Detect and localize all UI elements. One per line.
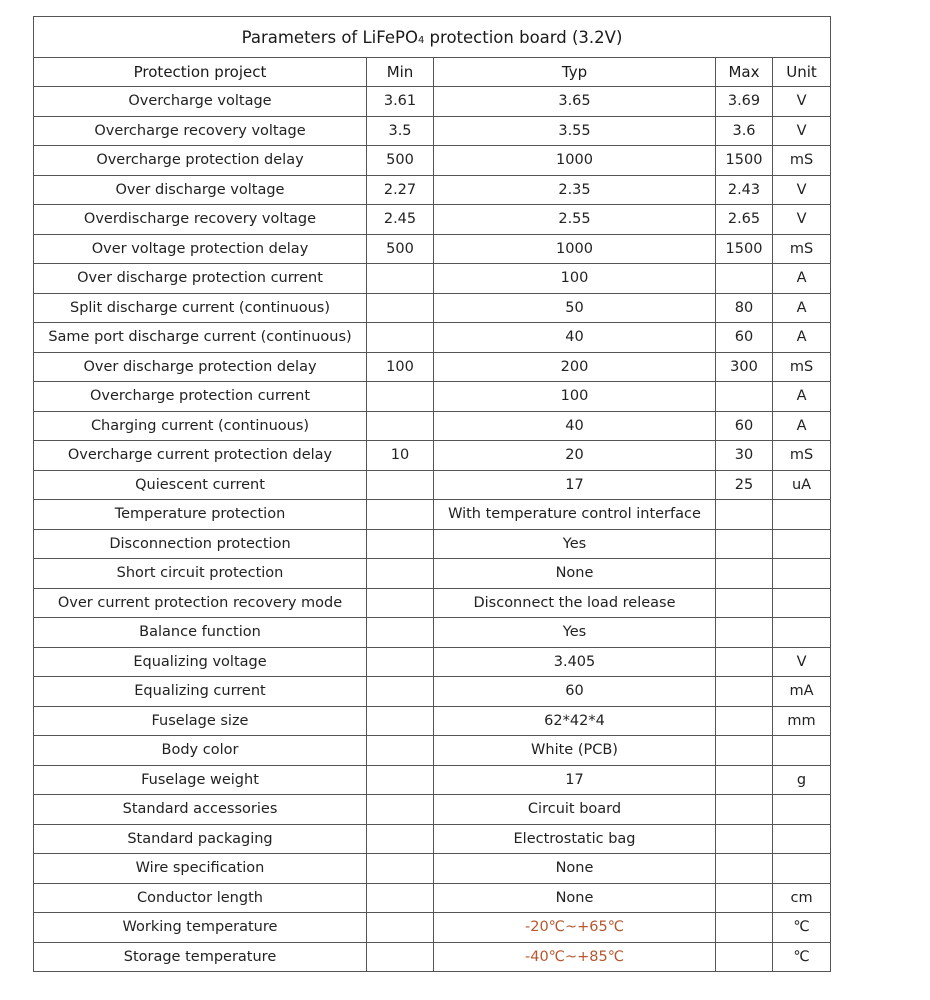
table-row xyxy=(34,352,831,382)
max-value-cell: 60 xyxy=(716,411,773,441)
unit-cell xyxy=(773,854,831,884)
table-row xyxy=(34,500,831,530)
typ-value-cell: 2.55 xyxy=(434,205,716,235)
table-row xyxy=(34,559,831,589)
min-value-cell xyxy=(367,382,434,412)
unit-cell: A xyxy=(773,382,831,412)
parameter-name-cell: Over voltage protection delay xyxy=(34,234,367,264)
column-header-typ: Typ xyxy=(434,58,716,87)
min-value-cell: 3.5 xyxy=(367,116,434,146)
parameter-name-cell: Overcharge current protection delay xyxy=(34,441,367,471)
max-value-cell xyxy=(716,942,773,972)
unit-cell xyxy=(773,736,831,766)
max-value-cell xyxy=(716,854,773,884)
max-value-cell: 25 xyxy=(716,470,773,500)
table-title-suffix: protection board (3.2V) xyxy=(424,27,623,47)
unit-cell: mS xyxy=(773,234,831,264)
min-value-cell xyxy=(367,795,434,825)
parameter-name-cell: Equalizing voltage xyxy=(34,647,367,677)
unit-cell: V xyxy=(773,647,831,677)
max-value-cell xyxy=(716,736,773,766)
table-row xyxy=(34,942,831,972)
typ-value-cell: -40℃~+85℃ xyxy=(434,942,716,972)
title-row xyxy=(34,17,831,58)
max-value-cell xyxy=(716,588,773,618)
typ-value-cell: 50 xyxy=(434,293,716,323)
table-row xyxy=(34,854,831,884)
unit-cell: A xyxy=(773,264,831,294)
max-value-cell xyxy=(716,559,773,589)
table-row xyxy=(34,529,831,559)
unit-cell: g xyxy=(773,765,831,795)
typ-value-cell: 40 xyxy=(434,323,716,353)
unit-cell xyxy=(773,824,831,854)
typ-value-cell: Disconnect the load release xyxy=(434,588,716,618)
unit-cell: mS xyxy=(773,146,831,176)
unit-cell: A xyxy=(773,411,831,441)
max-value-cell xyxy=(716,706,773,736)
parameter-name-cell: Quiescent current xyxy=(34,470,367,500)
table-row xyxy=(34,618,831,648)
min-value-cell xyxy=(367,559,434,589)
parameter-name-cell: Over current protection recovery mode xyxy=(34,588,367,618)
typ-value-cell: 3.65 xyxy=(434,87,716,117)
parameter-name-cell: Wire specification xyxy=(34,854,367,884)
typ-value-cell: Electrostatic bag xyxy=(434,824,716,854)
parameter-name-cell: Overcharge recovery voltage xyxy=(34,116,367,146)
parameter-name-cell: Disconnection protection xyxy=(34,529,367,559)
unit-cell xyxy=(773,618,831,648)
parameter-name-cell: Conductor length xyxy=(34,883,367,913)
typ-value-cell: 20 xyxy=(434,441,716,471)
min-value-cell: 500 xyxy=(367,146,434,176)
table-row xyxy=(34,441,831,471)
parameter-name-cell: Short circuit protection xyxy=(34,559,367,589)
typ-value-cell: 17 xyxy=(434,765,716,795)
max-value-cell: 30 xyxy=(716,441,773,471)
parameter-name-cell: Overcharge protection current xyxy=(34,382,367,412)
max-value-cell: 3.69 xyxy=(716,87,773,117)
parameter-name-cell: Overcharge voltage xyxy=(34,87,367,117)
unit-cell: V xyxy=(773,116,831,146)
parameters-table xyxy=(33,16,831,972)
table-row xyxy=(34,175,831,205)
parameter-name-cell: Temperature protection xyxy=(34,500,367,530)
min-value-cell xyxy=(367,470,434,500)
typ-value-cell: 60 xyxy=(434,677,716,707)
parameter-name-cell: Charging current (continuous) xyxy=(34,411,367,441)
unit-cell: V xyxy=(773,87,831,117)
min-value-cell: 2.45 xyxy=(367,205,434,235)
parameter-name-cell: Overcharge protection delay xyxy=(34,146,367,176)
table-row xyxy=(34,264,831,294)
min-value-cell xyxy=(367,706,434,736)
table-row xyxy=(34,323,831,353)
table-title xyxy=(34,17,831,58)
typ-value-cell: Yes xyxy=(434,529,716,559)
column-header-max: Max xyxy=(716,58,773,87)
min-value-cell xyxy=(367,323,434,353)
table-body xyxy=(34,87,831,972)
max-value-cell: 300 xyxy=(716,352,773,382)
min-value-cell xyxy=(367,264,434,294)
max-value-cell: 1500 xyxy=(716,234,773,264)
column-header-unit: Unit xyxy=(773,58,831,87)
parameter-name-cell: Fuselage size xyxy=(34,706,367,736)
unit-cell xyxy=(773,588,831,618)
max-value-cell xyxy=(716,647,773,677)
column-header-min: Min xyxy=(367,58,434,87)
unit-cell: ℃ xyxy=(773,913,831,943)
min-value-cell xyxy=(367,588,434,618)
max-value-cell: 80 xyxy=(716,293,773,323)
header-row xyxy=(34,58,831,87)
table-row xyxy=(34,677,831,707)
table-title-main: Parameters of LiFePO xyxy=(241,27,418,47)
typ-value-cell: Circuit board xyxy=(434,795,716,825)
table-row xyxy=(34,382,831,412)
typ-value-cell: With temperature control interface xyxy=(434,500,716,530)
unit-cell: V xyxy=(773,205,831,235)
typ-value-cell: None xyxy=(434,854,716,884)
typ-value-cell: 3.55 xyxy=(434,116,716,146)
unit-cell: ℃ xyxy=(773,942,831,972)
unit-cell: mS xyxy=(773,352,831,382)
unit-cell: mA xyxy=(773,677,831,707)
parameter-name-cell: Split discharge current (continuous) xyxy=(34,293,367,323)
typ-value-cell: 2.35 xyxy=(434,175,716,205)
table-row xyxy=(34,913,831,943)
parameter-name-cell: Over discharge protection current xyxy=(34,264,367,294)
parameter-name-cell: Over discharge protection delay xyxy=(34,352,367,382)
min-value-cell xyxy=(367,942,434,972)
min-value-cell: 500 xyxy=(367,234,434,264)
column-header-project: Protection project xyxy=(34,58,367,87)
parameter-name-cell: Over discharge voltage xyxy=(34,175,367,205)
min-value-cell: 2.27 xyxy=(367,175,434,205)
table-row xyxy=(34,706,831,736)
table-row xyxy=(34,205,831,235)
min-value-cell xyxy=(367,529,434,559)
unit-cell xyxy=(773,795,831,825)
max-value-cell xyxy=(716,765,773,795)
parameter-name-cell: Overdischarge recovery voltage xyxy=(34,205,367,235)
unit-cell: uA xyxy=(773,470,831,500)
min-value-cell xyxy=(367,647,434,677)
max-value-cell: 2.65 xyxy=(716,205,773,235)
min-value-cell xyxy=(367,883,434,913)
max-value-cell xyxy=(716,500,773,530)
max-value-cell: 3.6 xyxy=(716,116,773,146)
typ-value-cell: 200 xyxy=(434,352,716,382)
table-row xyxy=(34,736,831,766)
unit-cell: A xyxy=(773,293,831,323)
table-row xyxy=(34,883,831,913)
parameter-sheet xyxy=(33,16,830,972)
parameter-name-cell: Standard packaging xyxy=(34,824,367,854)
unit-cell xyxy=(773,529,831,559)
unit-cell xyxy=(773,500,831,530)
min-value-cell xyxy=(367,765,434,795)
table-row xyxy=(34,795,831,825)
table-row xyxy=(34,146,831,176)
min-value-cell: 3.61 xyxy=(367,87,434,117)
typ-value-cell: 17 xyxy=(434,470,716,500)
table-row xyxy=(34,647,831,677)
typ-value-cell: 100 xyxy=(434,264,716,294)
unit-cell: V xyxy=(773,175,831,205)
max-value-cell: 1500 xyxy=(716,146,773,176)
min-value-cell xyxy=(367,618,434,648)
max-value-cell xyxy=(716,264,773,294)
table-row xyxy=(34,293,831,323)
typ-value-cell: -20℃~+65℃ xyxy=(434,913,716,943)
table-row xyxy=(34,765,831,795)
min-value-cell xyxy=(367,677,434,707)
parameter-name-cell: Working temperature xyxy=(34,913,367,943)
table-row xyxy=(34,588,831,618)
typ-value-cell: None xyxy=(434,559,716,589)
typ-value-cell: 1000 xyxy=(434,234,716,264)
typ-value-cell: 3.405 xyxy=(434,647,716,677)
table-row xyxy=(34,470,831,500)
min-value-cell: 100 xyxy=(367,352,434,382)
unit-cell: mS xyxy=(773,441,831,471)
table-row xyxy=(34,824,831,854)
typ-value-cell: 62*42*4 xyxy=(434,706,716,736)
parameter-name-cell: Fuselage weight xyxy=(34,765,367,795)
typ-value-cell: 1000 xyxy=(434,146,716,176)
typ-value-cell: White (PCB) xyxy=(434,736,716,766)
typ-value-cell: 100 xyxy=(434,382,716,412)
max-value-cell xyxy=(716,618,773,648)
min-value-cell xyxy=(367,293,434,323)
typ-value-cell: 40 xyxy=(434,411,716,441)
table-row xyxy=(34,116,831,146)
min-value-cell: 10 xyxy=(367,441,434,471)
min-value-cell xyxy=(367,913,434,943)
unit-cell: mm xyxy=(773,706,831,736)
min-value-cell xyxy=(367,736,434,766)
min-value-cell xyxy=(367,500,434,530)
table-row xyxy=(34,411,831,441)
table-row xyxy=(34,234,831,264)
max-value-cell xyxy=(716,913,773,943)
parameter-name-cell: Same port discharge current (continuous) xyxy=(34,323,367,353)
min-value-cell xyxy=(367,411,434,441)
max-value-cell: 2.43 xyxy=(716,175,773,205)
max-value-cell xyxy=(716,824,773,854)
parameter-name-cell: Body color xyxy=(34,736,367,766)
typ-value-cell: Yes xyxy=(434,618,716,648)
unit-cell xyxy=(773,559,831,589)
table-row xyxy=(34,87,831,117)
unit-cell: cm xyxy=(773,883,831,913)
max-value-cell xyxy=(716,382,773,412)
unit-cell: A xyxy=(773,323,831,353)
min-value-cell xyxy=(367,854,434,884)
max-value-cell xyxy=(716,529,773,559)
parameter-name-cell: Balance function xyxy=(34,618,367,648)
max-value-cell xyxy=(716,677,773,707)
parameter-name-cell: Storage temperature xyxy=(34,942,367,972)
table-title-subscript: 4 xyxy=(417,34,425,46)
parameter-name-cell: Standard accessories xyxy=(34,795,367,825)
min-value-cell xyxy=(367,824,434,854)
max-value-cell: 60 xyxy=(716,323,773,353)
typ-value-cell: None xyxy=(434,883,716,913)
max-value-cell xyxy=(716,883,773,913)
parameter-name-cell: Equalizing current xyxy=(34,677,367,707)
max-value-cell xyxy=(716,795,773,825)
